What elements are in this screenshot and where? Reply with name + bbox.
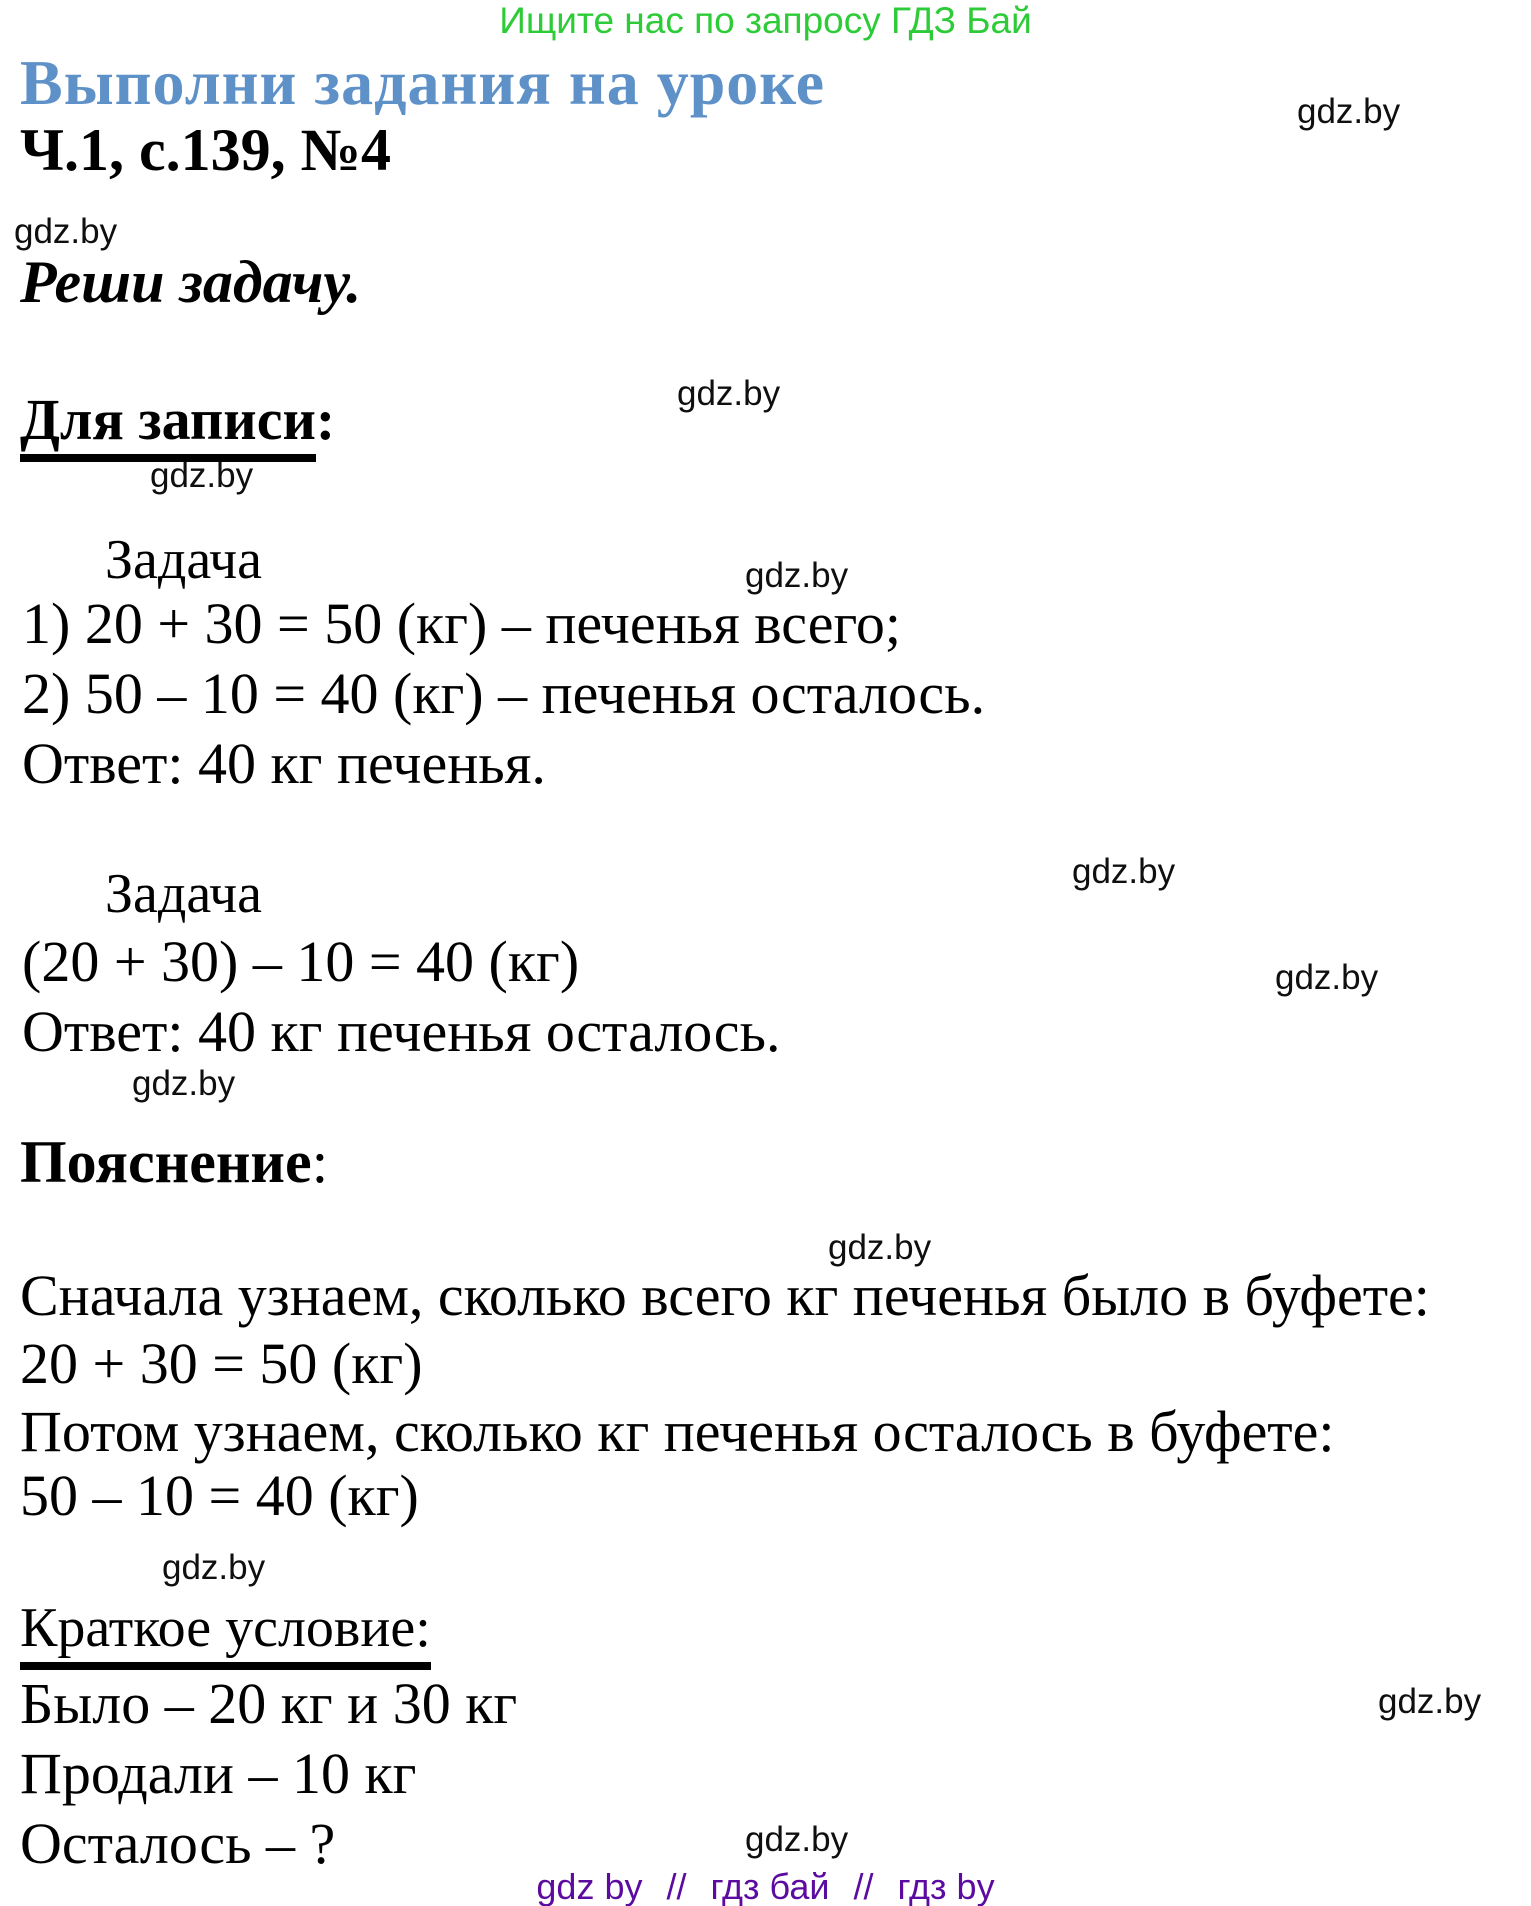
gdz-watermark: gdz.by	[1275, 958, 1379, 997]
footer-separator: //	[666, 1866, 687, 1906]
task2-expression: (20 + 30) – 10 = 40 (кг)	[22, 929, 580, 994]
explanation-step2-text: Потом узнаем, сколько кг печенья осталось в буфете:	[20, 1399, 1335, 1464]
exercise-reference: Ч.1, с.139, №4	[20, 117, 391, 183]
section-heading-for-writing	[20, 386, 335, 453]
footer-link-gdz-bai[interactable]: гдз бай	[710, 1866, 830, 1906]
condition-remained-line: Осталось – ?	[20, 1811, 336, 1876]
page-title: Выполни задания на уроке	[20, 47, 825, 118]
footer-link-gdz-by[interactable]: gdz by	[536, 1866, 643, 1906]
gdz-watermark: gdz.by	[162, 1548, 266, 1587]
explanation-step2-equation: 50 – 10 = 40 (кг)	[20, 1463, 419, 1528]
task-instruction: Реши задачу.	[20, 249, 362, 315]
gdz-watermark: gdz.by	[745, 1820, 849, 1859]
gdz-watermark: gdz.by	[677, 374, 781, 413]
task2-heading: Задача	[105, 863, 263, 925]
task1-step1: 1) 20 + 30 = 50 (кг) – печенья всего;	[22, 591, 901, 656]
gdz-watermark: gdz.by	[150, 456, 254, 495]
task1-answer: Ответ: 40 кг печенья.	[22, 731, 546, 796]
condition-sold-line: Продали – 10 кг	[20, 1741, 417, 1806]
explanation-colon: :	[311, 1129, 329, 1195]
footer-links	[0, 1866, 1531, 1906]
footer-separator: //	[853, 1866, 874, 1906]
task1-heading: Задача	[105, 529, 263, 591]
footer-link-gdz-by2[interactable]: гдз by	[897, 1866, 995, 1906]
explanation-step1-equation: 20 + 30 = 50 (кг)	[20, 1331, 423, 1396]
gdz-watermark: gdz.by	[1297, 92, 1401, 131]
task2-answer: Ответ: 40 кг печенья осталось.	[22, 999, 781, 1064]
gdz-watermark: gdz.by	[828, 1228, 932, 1267]
explanation-bold-text: Пояснение	[20, 1129, 312, 1195]
gdz-watermark: gdz.by	[1072, 852, 1176, 891]
section-heading-short-condition: Краткое условие:	[20, 1596, 431, 1670]
gdz-watermark: gdz.by	[132, 1064, 236, 1103]
gdz-watermark: gdz.by	[745, 556, 849, 595]
condition-was-line: Было – 20 кг и 30 кг	[20, 1671, 518, 1736]
gdz-watermark: gdz.by	[14, 212, 118, 251]
promo-banner: Ищите нас по запросу ГДЗ Бай	[499, 0, 1032, 41]
explanation-step1-text: Сначала узнаем, сколько всего кг печенья было в буфете:	[20, 1263, 1430, 1328]
for-writing-underlined-text: Для записи	[20, 387, 316, 462]
gdz-watermark: gdz.by	[1378, 1682, 1482, 1721]
for-writing-colon: :	[315, 387, 336, 452]
section-heading-explanation	[20, 1128, 328, 1197]
task1-step2: 2) 50 – 10 = 40 (кг) – печенья осталось.	[22, 661, 986, 726]
